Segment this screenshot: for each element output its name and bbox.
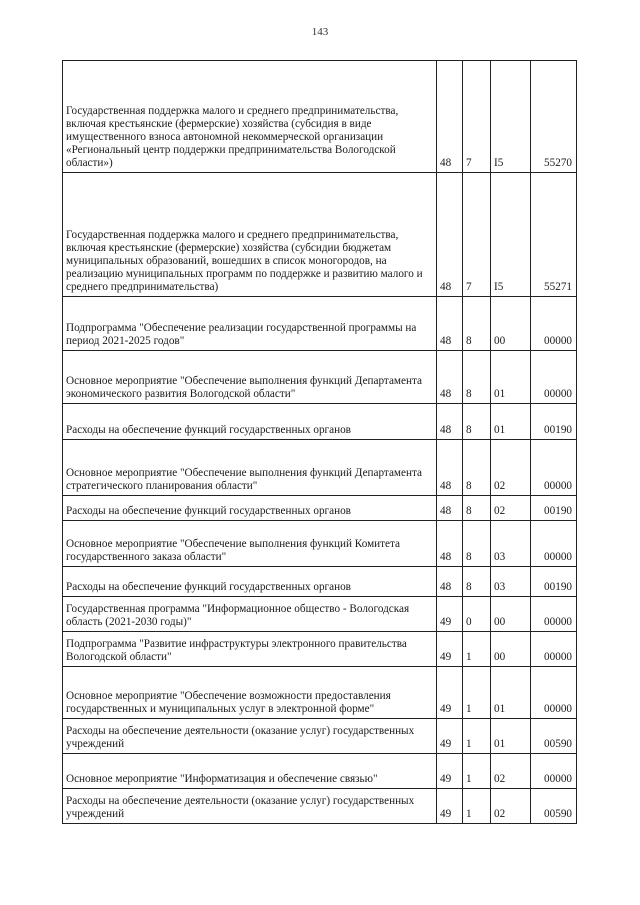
row-code-3: 02 — [491, 789, 531, 824]
row-code-1: 48 — [437, 496, 463, 521]
row-code-2: 8 — [463, 496, 491, 521]
row-name: Государственная программа "Информационное общество - Вологодская область (2021-2030 годы)" — [63, 597, 437, 632]
row-code-4: 00000 — [531, 521, 577, 567]
table-row — [63, 496, 577, 521]
row-code-1: 48 — [437, 61, 463, 173]
row-code-4: 00000 — [531, 351, 577, 404]
row-code-4: 00000 — [531, 297, 577, 351]
table-row — [63, 754, 577, 789]
row-code-2: 8 — [463, 440, 491, 496]
row-name: Основное мероприятие "Информатизация и обеспечение связью" — [63, 754, 437, 789]
table-row — [63, 297, 577, 351]
row-code-3: 02 — [491, 496, 531, 521]
row-code-1: 48 — [437, 173, 463, 297]
row-code-3: 00 — [491, 597, 531, 632]
row-name: Расходы на обеспечение функций государственных органов — [63, 567, 437, 597]
row-code-1: 48 — [437, 521, 463, 567]
row-code-1: 49 — [437, 632, 463, 667]
table-row — [63, 719, 577, 754]
row-code-2: 8 — [463, 567, 491, 597]
row-name: Расходы на обеспечение деятельности (оказание услуг) государственных учреждений — [63, 719, 437, 754]
table-row — [63, 173, 577, 297]
table-row — [63, 597, 577, 632]
row-code-1: 49 — [437, 719, 463, 754]
row-code-4: 00590 — [531, 789, 577, 824]
row-code-4: 55270 — [531, 61, 577, 173]
row-code-4: 00000 — [531, 597, 577, 632]
row-code-2: 0 — [463, 597, 491, 632]
table-row — [63, 404, 577, 440]
row-name: Основное мероприятие "Обеспечение выполнения функций Департамента стратегического планирования области" — [63, 440, 437, 496]
row-name: Подпрограмма "Обеспечение реализации государственной программы на период 2021-2025 годов" — [63, 297, 437, 351]
row-code-3: 00 — [491, 297, 531, 351]
row-code-1: 49 — [437, 597, 463, 632]
row-code-4: 55271 — [531, 173, 577, 297]
row-name: Расходы на обеспечение деятельности (оказание услуг) государственных учреждений — [63, 789, 437, 824]
row-name: Подпрограмма "Развитие инфраструктуры электронного правительства Вологодской области" — [63, 632, 437, 667]
row-code-3: 01 — [491, 667, 531, 719]
row-code-2: 7 — [463, 61, 491, 173]
row-code-2: 1 — [463, 754, 491, 789]
table-row — [63, 789, 577, 824]
row-code-4: 00000 — [531, 667, 577, 719]
row-name: Основное мероприятие "Обеспечение выполнения функций Комитета государственного заказа области" — [63, 521, 437, 567]
row-code-1: 48 — [437, 351, 463, 404]
table-row — [63, 632, 577, 667]
row-code-1: 48 — [437, 297, 463, 351]
row-code-3: I5 — [491, 173, 531, 297]
row-code-1: 48 — [437, 404, 463, 440]
row-code-1: 49 — [437, 754, 463, 789]
row-name: Государственная поддержка малого и среднего предпринимательства, включая крестьянские (фермерские) хозяйства (субсидии бюджетам муниципальных образований, вошедших в список моногородов, на реализацию муниципальных программ по поддержке и развитию малого и среднего предпринимательства) — [63, 173, 437, 297]
row-name: Основное мероприятие "Обеспечение выполнения функций Департамента экономического развития Вологодской области" — [63, 351, 437, 404]
row-code-3: 01 — [491, 404, 531, 440]
row-code-4: 00590 — [531, 719, 577, 754]
table-row — [63, 351, 577, 404]
row-code-2: 1 — [463, 719, 491, 754]
row-name: Государственная поддержка малого и среднего предпринимательства, включая крестьянские (фермерские) хозяйства (субсидия в виде имущественного взноса автономной некоммерческой организации «Региональный центр поддержки предпринимательства Вологодской области») — [63, 61, 437, 173]
row-code-3: 02 — [491, 754, 531, 789]
page-number: 143 — [311, 26, 329, 38]
row-code-4: 00000 — [531, 754, 577, 789]
row-code-2: 1 — [463, 667, 491, 719]
row-code-1: 48 — [437, 440, 463, 496]
row-code-4: 00190 — [531, 404, 577, 440]
row-code-1: 49 — [437, 667, 463, 719]
budget-table — [62, 60, 577, 824]
row-name: Расходы на обеспечение функций государственных органов — [63, 496, 437, 521]
row-name: Основное мероприятие "Обеспечение возможности предоставления государственных и муниципальных услуг в электронной форме" — [63, 667, 437, 719]
row-code-2: 1 — [463, 632, 491, 667]
row-name: Расходы на обеспечение функций государственных органов — [63, 404, 437, 440]
table-row — [63, 521, 577, 567]
table-row — [63, 61, 577, 173]
row-code-2: 8 — [463, 297, 491, 351]
row-code-1: 49 — [437, 789, 463, 824]
row-code-3: 00 — [491, 632, 531, 667]
row-code-3: 03 — [491, 567, 531, 597]
row-code-3: 03 — [491, 521, 531, 567]
row-code-1: 48 — [437, 567, 463, 597]
table-row — [63, 667, 577, 719]
row-code-4: 00000 — [531, 632, 577, 667]
row-code-3: I5 — [491, 61, 531, 173]
row-code-2: 8 — [463, 404, 491, 440]
table-row — [63, 440, 577, 496]
row-code-4: 00000 — [531, 440, 577, 496]
row-code-4: 00190 — [531, 496, 577, 521]
row-code-3: 02 — [491, 440, 531, 496]
row-code-2: 7 — [463, 173, 491, 297]
row-code-2: 1 — [463, 789, 491, 824]
row-code-3: 01 — [491, 351, 531, 404]
row-code-2: 8 — [463, 521, 491, 567]
row-code-2: 8 — [463, 351, 491, 404]
table-row — [63, 567, 577, 597]
row-code-4: 00190 — [531, 567, 577, 597]
row-code-3: 01 — [491, 719, 531, 754]
